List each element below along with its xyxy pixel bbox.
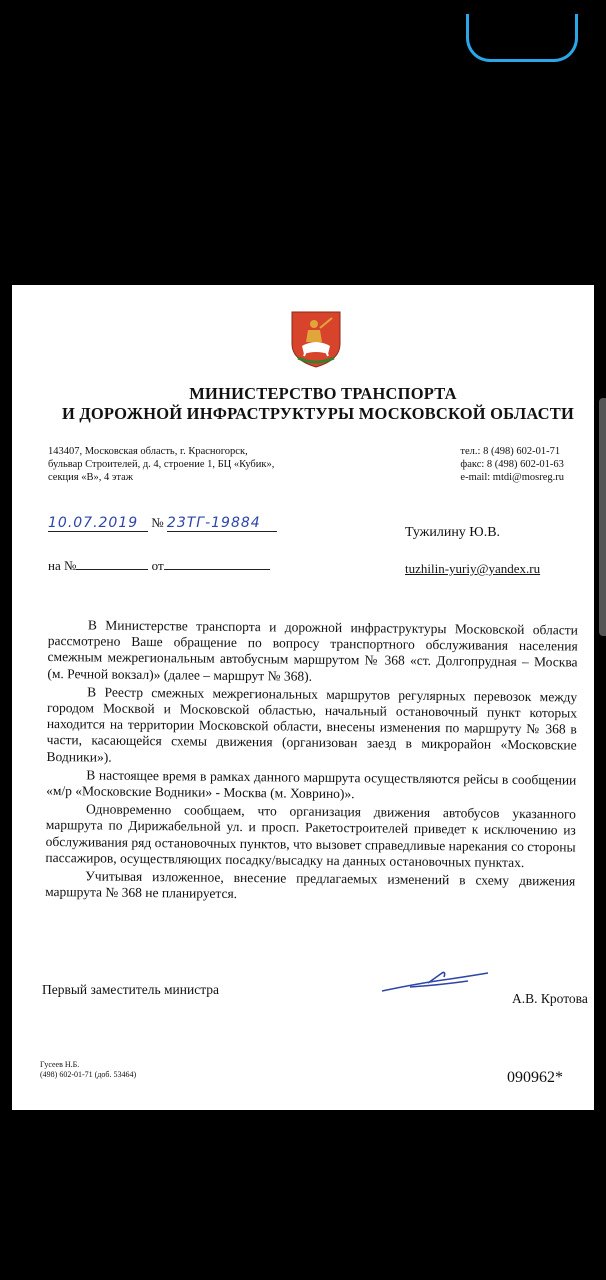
reference-date-label: от — [151, 558, 164, 573]
signatory-name: А.В. Кротова — [512, 991, 588, 1006]
body-paragraph: Учитывая изложенное, внесение предлагаемых изменений в схему движения маршрута № 368 не планируется. — [45, 868, 576, 902]
signatory-title: Первый заместитель министра — [42, 982, 220, 997]
executor-name: Гусеев Н.Б. — [40, 1060, 80, 1069]
executor-phone: (498) 602-01-71 (доб. 53464) — [40, 1070, 137, 1079]
body-paragraph: В Реестр смежных межрегиональных маршрутов регулярных перевозок между городом Москвой и Московской областью, начальный остановочный пункт которых находится на территории Московской области, внесены изменения по маршруту № 368 в части, касающейся схемы движения (организован заезд в микрорайон «Московские Водники»). — [46, 684, 578, 765]
outgoing-date: 10.07.2019 — [48, 515, 148, 532]
body-paragraph: В настоящее время в рамках данного маршрута осуществляются рейсы в сообщении «м/р «Московские Водники» - Москва (м. Ховрино)». — [46, 767, 577, 802]
recipient-email: tuzhilin-yuriy@yandex.ru — [405, 561, 541, 576]
phone-number: тел.: 8 (498) 602-01-71 — [460, 446, 561, 457]
letter-body — [45, 617, 578, 908]
outgoing-date-number — [48, 515, 277, 532]
recipient-name: Тужилину Ю.В. — [405, 525, 501, 540]
edge-panel-handle[interactable] — [599, 398, 606, 636]
outgoing-number: 23ТГ-19884 — [167, 515, 277, 532]
moscow-oblast-emblem-icon — [284, 310, 348, 368]
ministry-heading-line1: МИНИСТЕРСТВО ТРАНСПОРТА — [189, 384, 457, 403]
registration-number: 090962* — [507, 1069, 563, 1086]
address-line: секция «В», 4 этаж — [48, 472, 134, 483]
number-label: № — [151, 515, 164, 530]
camera-cutout-indicator — [466, 14, 578, 62]
fax-number: факс: 8 (498) 602-01-63 — [460, 459, 564, 470]
body-paragraph: В Министерстве транспорта и дорожной инфраструктуры Московской области рассмотрено Ваше обращение по вопросу транспортного обслуживания населения смежным межрегиональным автобусным маршрутом № 368 «ст. Долгопрудная – Москва (м. Речной вокзал)» (далее – маршрут № 368). — [47, 617, 578, 684]
ministry-email: e-mail: mtdi@mosreg.ru — [460, 472, 564, 483]
reference-date-blank — [164, 557, 270, 570]
contact-block — [460, 445, 564, 484]
ministry-heading-line2: И ДОРОЖНОЙ ИНФРАСТРУКТУРЫ МОСКОВСКОЙ ОБЛАСТИ — [61, 404, 575, 423]
letter-document — [12, 285, 594, 1110]
postal-address — [48, 445, 274, 484]
address-line: бульвар Строителей, д. 4, строение 1, БЦ «Кубик», — [48, 459, 275, 470]
executor-info — [40, 1060, 136, 1080]
reference-number-label: на № — [48, 558, 77, 573]
handwritten-signature — [380, 969, 492, 995]
reference-number-blank — [76, 557, 148, 570]
ministry-heading — [12, 384, 594, 424]
address-line: 143407, Московская область, г. Красногорск, — [48, 446, 248, 457]
body-paragraph: Одновременно сообщаем, что организация движения автобусов указанного маршрута по Дирижабельной ул. и просп. Ракетостроителей приведет к исключению из обслуживания ряд остановочных пунктов, что вызовет справедливые нарекания со стороны пассажиров, осуществляющих посадку/высадку на данных остановочных пунктах. — [45, 801, 577, 870]
reference-row — [48, 557, 270, 574]
